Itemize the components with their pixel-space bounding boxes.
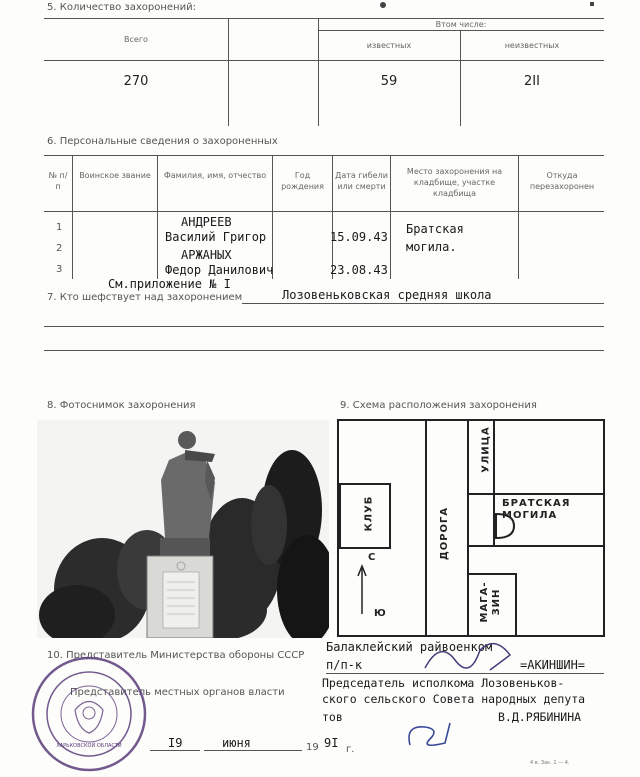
row1-death-date: 15.09.43 — [330, 230, 388, 244]
official-stamp — [30, 655, 148, 773]
col-incl-header: Втом числе: — [435, 20, 487, 29]
date-day-line — [150, 750, 200, 751]
table5-header-border — [44, 60, 604, 61]
header-num: № п/п — [48, 171, 68, 191]
table6-col-divider — [390, 155, 391, 279]
mil-name: =АКИНШИН= — [520, 658, 586, 672]
signature-military — [420, 630, 520, 680]
section7-title: 7. Кто шефствует над захоронением — [47, 292, 243, 303]
mil-rank: п/п-к — [326, 658, 363, 672]
label-road: ДОРОГА — [439, 506, 451, 561]
blank-line — [44, 326, 604, 327]
table5-col-divider — [228, 18, 229, 126]
label-club: КЛУБ — [363, 495, 375, 532]
compass-south: Ю — [374, 608, 387, 619]
date-month: июня — [222, 736, 251, 750]
location-scheme — [336, 418, 608, 638]
row3-given-name: Федор Данилович — [165, 263, 274, 277]
monument-image — [37, 420, 329, 638]
civ-line1: Председатель исполкома Лозовеньков- — [322, 676, 565, 690]
header-born: Год рождения — [281, 171, 324, 191]
blank-line — [44, 350, 604, 351]
label-street: УЛИЦА — [480, 426, 492, 473]
header-name: Фамилия, имя, отчество — [163, 171, 267, 180]
civ-line2: ского сельского Совета народных депута — [322, 692, 586, 706]
total-count: 270 — [123, 74, 149, 89]
punch-mark — [380, 2, 386, 8]
table6-col-divider — [272, 155, 273, 279]
section6-title: 6. Персональные сведения о захороненных — [47, 136, 278, 147]
table6-header-border — [44, 211, 604, 212]
punch-mark — [590, 2, 594, 6]
col-unknown-header: неизвестных — [504, 41, 560, 50]
label-shop: МАГА- ЗИН — [479, 581, 502, 623]
row1-burial-place: Братская могила. — [406, 222, 464, 254]
mil-org: Балаклейский райвоенком — [326, 640, 493, 654]
header-died: Дата гибели или смерти — [335, 171, 388, 191]
section5-title: 5. Количество захоронений: — [47, 2, 196, 13]
section10-title: 10. Представитель Министерства обороны СССР — [47, 650, 305, 661]
row-number: 1 — [56, 222, 63, 233]
table6-col-divider — [332, 155, 333, 279]
compass-north: С — [368, 552, 377, 563]
header-from: Откуда перезахоронен — [529, 171, 595, 191]
date-month-line — [204, 750, 302, 751]
date-century: 19 — [306, 742, 319, 753]
scheme-drawing — [336, 418, 608, 638]
table6-col-divider — [157, 155, 158, 279]
date-year: 9I — [324, 736, 339, 750]
row3-death-date: 23.08.43 — [330, 263, 388, 277]
patron-value: Лозовеньковская средняя школа — [282, 288, 492, 302]
row-number: 2 — [56, 243, 63, 254]
row1-surname: АНДРЕЕВ — [181, 215, 232, 229]
civ-name: В.Д.РЯБИНИНА — [498, 710, 582, 724]
signature-civil — [400, 715, 460, 755]
row3-surname: АРЖАНЫХ — [181, 248, 232, 262]
table5-col-divider — [318, 18, 319, 126]
underline — [242, 303, 604, 304]
stamp-seal — [30, 655, 148, 773]
date-day: I9 — [168, 736, 183, 750]
header-rank: Воинское звание — [79, 171, 151, 180]
known-count: 59 — [380, 74, 398, 89]
label-mass-grave: БРАТСКАЯ МОГИЛА — [502, 498, 571, 521]
stamp-text: ХАРЬКОВСКОЙ ОБЛАСТИ — [56, 743, 122, 749]
memorial-photo — [37, 420, 329, 638]
row1-given-name: Василий Григор — [165, 230, 267, 244]
appendix-note: См.приложение № I — [108, 277, 231, 291]
table6-col-divider — [72, 155, 73, 279]
table6-top-border — [44, 155, 604, 156]
table5-sub-border — [318, 30, 604, 31]
section8-title: 8. Фотоснимок захоронения — [47, 400, 196, 411]
date-suffix: г. — [346, 744, 355, 755]
table6-col-divider — [518, 155, 519, 279]
col-known-header: известных — [366, 41, 412, 50]
civ-line3: тов — [322, 710, 343, 724]
unknown-count: 2II — [524, 74, 540, 89]
print-mark: 4 в. Зак. 1 — 4. — [530, 760, 570, 766]
header-place: Место захоронения на кладбище, участке кладбища — [406, 167, 503, 198]
col-total-header: Всего — [124, 35, 148, 44]
row-number: 3 — [56, 264, 63, 275]
local-authority-label: Представитель местных органов власти — [70, 687, 285, 698]
section9-title: 9. Схема расположения захоронения — [340, 400, 537, 411]
